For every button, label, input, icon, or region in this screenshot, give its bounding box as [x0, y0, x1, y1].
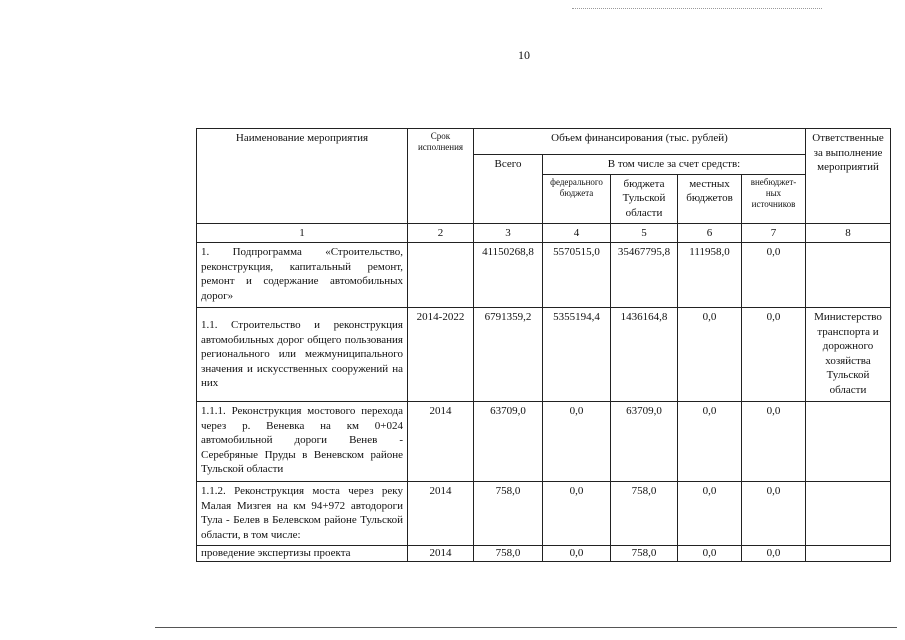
- page-number: 10: [518, 48, 530, 62]
- row-term: 2014-2022: [408, 308, 474, 402]
- row-federal: 0,0: [543, 482, 611, 546]
- row-federal: 0,0: [543, 546, 611, 562]
- row-local: 0,0: [678, 308, 742, 402]
- column-number: 5: [611, 223, 678, 243]
- row-federal: 5355194,4: [543, 308, 611, 402]
- row-name: 1.1.1. Реконструкция мостового перехода через р. Веневка на км 0+024 автомобильной дороги Венев - Серебряные Пруды в Веневском районе Тульской области: [197, 402, 408, 482]
- row-federal: 0,0: [543, 402, 611, 482]
- row-term: 2014: [408, 482, 474, 546]
- row-term: 2014: [408, 546, 474, 562]
- header-term: Срок исполнения: [408, 129, 474, 224]
- column-number: 6: [678, 223, 742, 243]
- row-extrabudget: 0,0: [742, 402, 806, 482]
- funding-table: [196, 128, 891, 562]
- row-local: 111958,0: [678, 243, 742, 308]
- table-row: [197, 308, 891, 402]
- row-regional: 35467795,8: [611, 243, 678, 308]
- row-name: 1.1. Строительство и реконструкция автомобильных дорог общего пользования регионального или межмуниципального значения и искусственных сооружений на них: [197, 308, 408, 402]
- header-local: местных бюджетов: [678, 174, 742, 223]
- row-name: проведение экспертизы проекта: [197, 546, 408, 562]
- row-regional: 758,0: [611, 482, 678, 546]
- row-regional: 1436164,8: [611, 308, 678, 402]
- row-responsible: [806, 243, 891, 308]
- row-regional: 758,0: [611, 546, 678, 562]
- column-number: 3: [474, 223, 543, 243]
- row-local: 0,0: [678, 402, 742, 482]
- row-responsible: [806, 482, 891, 546]
- row-total: 758,0: [474, 482, 543, 546]
- row-term: [408, 243, 474, 308]
- row-total: 6791359,2: [474, 308, 543, 402]
- row-extrabudget: 0,0: [742, 482, 806, 546]
- row-local: 0,0: [678, 482, 742, 546]
- column-number: 7: [742, 223, 806, 243]
- header-responsible: Ответственные за выполнение мероприятий: [806, 129, 891, 224]
- header-extrabudget: внебюджет-ных источников: [742, 174, 806, 223]
- table-row: [197, 402, 891, 482]
- row-extrabudget: 0,0: [742, 308, 806, 402]
- row-responsible: [806, 546, 891, 562]
- row-extrabudget: 0,0: [742, 243, 806, 308]
- table-row: [197, 243, 891, 308]
- header-federal: федерального бюджета: [543, 174, 611, 223]
- row-federal: 5570515,0: [543, 243, 611, 308]
- row-term: 2014: [408, 402, 474, 482]
- row-local: 0,0: [678, 546, 742, 562]
- row-responsible: [806, 402, 891, 482]
- column-number: 2: [408, 223, 474, 243]
- header-name: Наименование мероприятия: [197, 129, 408, 224]
- row-name: 1. Подпрограмма «Строительство, реконструкция, капитальный ремонт, ремонт и содержание автомобильных дорог»: [197, 243, 408, 308]
- row-regional: 63709,0: [611, 402, 678, 482]
- row-total: 41150268,8: [474, 243, 543, 308]
- column-number: 8: [806, 223, 891, 243]
- header-including-group: В том числе за счет средств:: [543, 155, 806, 175]
- row-responsible: Министерство транспорта и дорожного хозяйства Тульской области: [806, 308, 891, 402]
- column-number: 4: [543, 223, 611, 243]
- row-total: 63709,0: [474, 402, 543, 482]
- column-number: 1: [197, 223, 408, 243]
- header-regional: бюджета Тульской области: [611, 174, 678, 223]
- table-row: [197, 546, 891, 562]
- row-extrabudget: 0,0: [742, 546, 806, 562]
- header-total: Всего: [474, 155, 543, 224]
- top-dotted-rule: [572, 8, 822, 9]
- table-row: [197, 482, 891, 546]
- header-funding-group: Объем финансирования (тыс. рублей): [474, 129, 806, 155]
- bottom-rule: [155, 627, 897, 628]
- row-name: 1.1.2. Реконструкция моста через реку Малая Мизгея на км 94+972 автодороги Тула - Белев в Белевском районе Тульской области, в том числе:: [197, 482, 408, 546]
- row-total: 758,0: [474, 546, 543, 562]
